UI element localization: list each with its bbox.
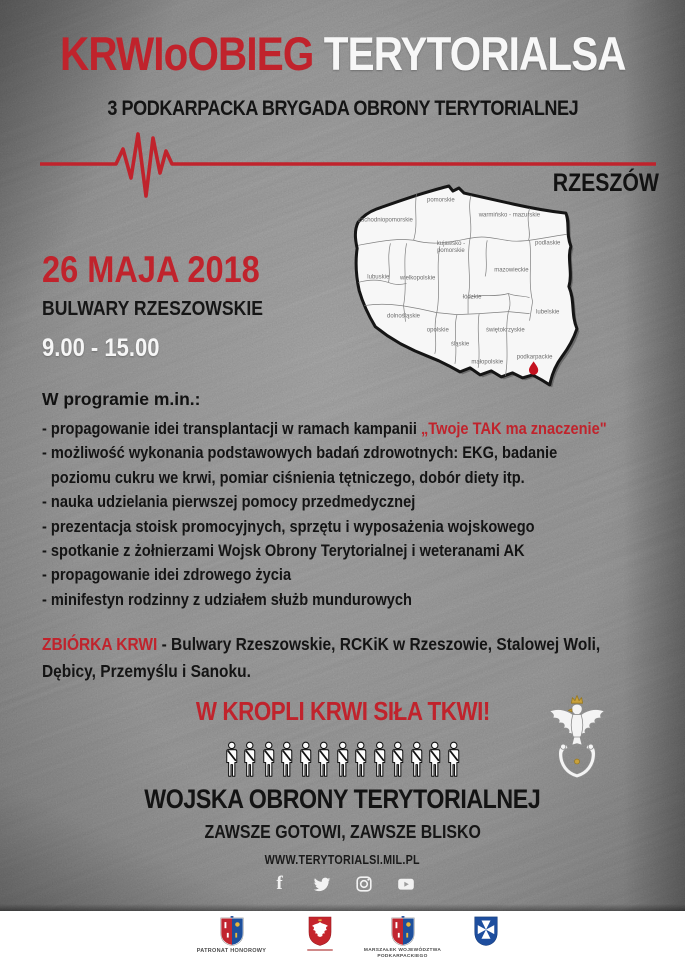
map-region-label: śląskie — [450, 341, 470, 348]
blood-drive-line2: Dębicy, Przemyślu i Sanoku. — [42, 661, 251, 682]
instagram-icon — [354, 874, 374, 894]
program-item: - propagowanie idei zdrowego życia — [42, 566, 292, 585]
map-region-label: lubelskie — [536, 309, 560, 315]
site-row — [0, 851, 685, 869]
program-heading: W programie m.in.: — [42, 389, 201, 409]
map-region-label: podlaskie — [535, 240, 561, 247]
rzeszow-coat-of-arms — [473, 916, 499, 946]
map-region-label: pomorskie — [426, 197, 455, 204]
podkarpackie-coat-of-arms — [219, 916, 245, 946]
poland-eagle-shield — [308, 916, 332, 946]
social-icons — [0, 874, 685, 894]
soldier-icon — [316, 738, 332, 781]
map-region-label: łódzkie — [462, 293, 482, 300]
blood-drive-line1: - Bulwary Rzeszowskie, RCKiK w Rzeszowie, Stalowej Woli, — [157, 634, 601, 654]
event-date: 26 MAJA 2018 — [42, 249, 260, 290]
motto-row — [0, 821, 685, 843]
program-item: - nauka udzielania pierwszej pomocy przedmedycznej — [42, 493, 416, 512]
soldiers-row — [0, 738, 685, 781]
patronage-logo-block — [187, 916, 277, 955]
soldier-icon — [298, 738, 314, 781]
soldier-icon — [446, 738, 462, 781]
strip-shadow — [0, 904, 685, 911]
title-red: KRWIoOBIEG — [59, 27, 314, 80]
organization-name: WOJSKA OBRONY TERYTORIALNEJ — [144, 784, 541, 814]
map-region-label: kujawsko - pomorskie — [436, 241, 466, 255]
soldier-icon — [224, 738, 240, 781]
blood-drive-label: ZBIÓRKA KRWI — [42, 634, 158, 654]
event-hours: 9.00 - 15.00 — [42, 334, 160, 362]
program-list — [42, 417, 670, 612]
event-venue: BULWARY RZESZOWSKIE — [42, 298, 263, 320]
map-labels — [340, 182, 582, 398]
map-region-label: zachodniopomorskie — [357, 217, 413, 224]
poster-title — [0, 27, 685, 80]
marshal-caption: MARSZAŁEK WOJEWÓDZTWA PODKARPACKIEGO — [363, 948, 442, 960]
soldier-icon — [427, 738, 443, 781]
poster-subtitle: 3 PODKARPACKA BRYGADA OBRONY TERYTORIALNEJ — [107, 97, 578, 120]
program-item: - spotkanie z żołnierzami Wojsk Obrony Terytorialnej i weteranami AK — [42, 542, 525, 561]
map-region-label: wielkopolskie — [399, 275, 436, 282]
org-row — [0, 784, 685, 815]
soldier-icon — [372, 738, 388, 781]
map-region-label: warmińsko - mazurskie — [478, 212, 541, 219]
soldier-icon — [242, 738, 258, 781]
soldier-icon — [409, 738, 425, 781]
marshal-logo-block — [363, 916, 443, 960]
soldier-icon — [390, 738, 406, 781]
marshal-coat-of-arms — [390, 916, 416, 946]
soldier-icon — [261, 738, 277, 781]
program-item: - minifestyn rodzinny z udziałem służb mundurowych — [42, 590, 412, 609]
twitter-icon — [312, 874, 332, 894]
map-region-label: opolskie — [426, 327, 449, 334]
map-region-label: dolnośląskie — [387, 313, 421, 320]
poland-eagle-logo-block — [307, 916, 333, 951]
eagle-caption-bar — [307, 949, 333, 951]
blood-drive-info — [42, 631, 670, 685]
program-item: - prezentacja stoisk promocyjnych, sprzętu i wyposażenia wojskowego — [42, 517, 535, 536]
youtube-icon — [396, 874, 416, 894]
map-region-label: mazowieckie — [494, 267, 529, 274]
patronage-caption: PATRONAT HONOROWY — [196, 948, 267, 954]
footer-strip — [0, 911, 685, 960]
rzeszow-logo-block — [473, 916, 499, 946]
map-region-label: małopolskie — [471, 359, 504, 366]
motto: ZAWSZE GOTOWI, ZAWSZE BLISKO — [204, 821, 481, 842]
poland-map — [340, 182, 582, 398]
program-item: - możliwość wykonania podstawowych badań zdrowotnych: EKG, badanie poziomu cukru we krwi, pomiar ciśnienia tętniczego, dobór diety itp. — [42, 444, 558, 487]
soldier-icon — [353, 738, 369, 781]
facebook-icon: f — [276, 873, 283, 894]
city-label: RZESZÓW — [552, 169, 659, 197]
title-white: TERYTORIALSA — [323, 27, 626, 80]
website: WWW.TERYTORIALSI.MIL.PL — [264, 853, 421, 867]
soldier-icon — [335, 738, 351, 781]
map-region-label: świętokrzyskie — [486, 327, 525, 334]
map-region-label: podkarpackie — [516, 354, 553, 361]
map-region-label: lubuskie — [367, 274, 390, 281]
soldier-icon — [279, 738, 295, 781]
slogan: W KROPLI KRWI SIŁA TKWI! — [195, 696, 490, 726]
program-item: - propagowanie idei transplantacji w ramach kampanii „Twoje TAK ma znaczenie" — [42, 420, 607, 438]
